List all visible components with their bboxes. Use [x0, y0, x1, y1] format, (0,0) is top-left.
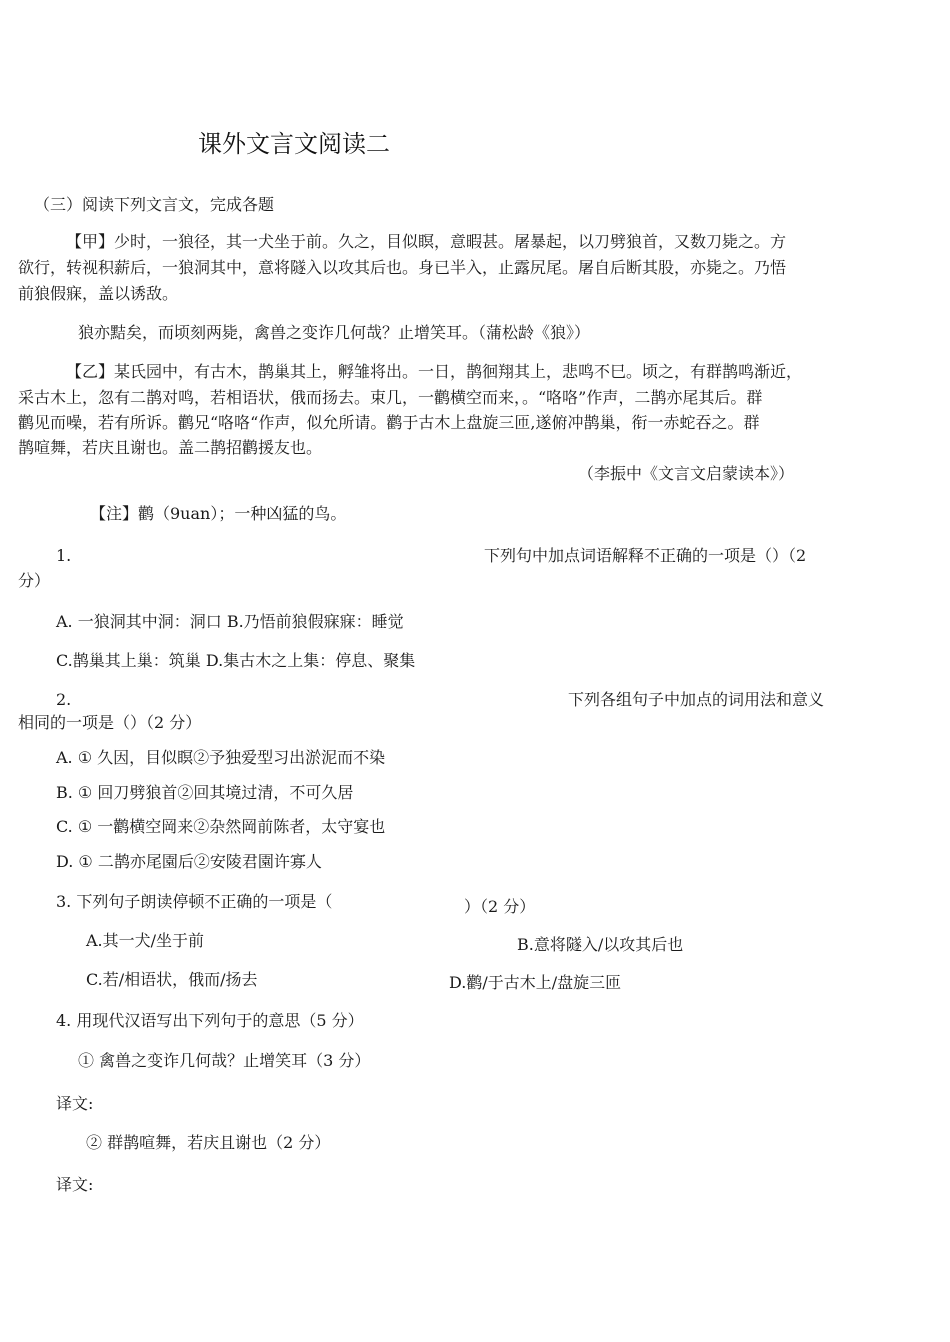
question-3-score: ）（2 分）	[464, 897, 536, 916]
question-3-option-a: A.其一犬/坐于前	[86, 931, 205, 950]
question-1-options: A. 一狼洞其中洞：洞口 B.乃悟前狼假寐寐：睡觉	[56, 612, 404, 631]
passage-a-closing: 狼亦黠矣，而顷刻两毙，禽兽之变诈几何哉？止增笑耳。（蒲松龄《狼》）	[78, 323, 591, 342]
question-1-options: C.鹊巢其上巢：筑巢 D.集古木之上集：停息、聚集	[56, 651, 416, 670]
question-3-stem: 3. 下列句子朗读停顿不正确的一项是（	[56, 892, 333, 911]
question-2-option: A. ① 久因，目似瞑②予独爱型习出淤泥而不染	[56, 748, 386, 767]
question-3-option-b: B.意将隧入/以攻其后也	[517, 935, 684, 954]
question-1-stem: 下列句中加点词语解释不正确的一项是（）（2	[484, 546, 807, 565]
answer-1-label: 译文:	[56, 1094, 94, 1113]
passage-b-source: （李振中《文言文启蒙读本》）	[578, 464, 795, 483]
passage-b-line: 【乙】某氏园中，有古木，鹊巢其上，孵雏将出。一日，鹊徊翔其上，悲鸣不巳。顷之，有群鹊鸣渐近，	[66, 362, 803, 381]
question-3-option-d: D.鹳/于古木上/盘旋三匝	[449, 973, 622, 992]
question-4-stem: 4. 用现代汉语写出下列句于的意思（5 分）	[56, 1011, 364, 1030]
question-3-option-c: C.若/相语状，俄而/扬去	[86, 970, 258, 989]
answer-2-label: 译文:	[56, 1175, 94, 1194]
section-intro: （三）阅读下列文言文，完成各题	[34, 195, 275, 214]
passage-a-line: 欲行，转视积薪后，一狼洞其中，意将隧入以攻其后也。身已半入，止露尻尾。屠自后断其股，亦毙之。乃悟	[18, 258, 787, 277]
question-4-item-1: ① 禽兽之变诈几何哉？止增笑耳（3 分）	[78, 1051, 371, 1070]
question-2-option: D. ① 二鹊亦尾園后②安陵君園许寡人	[56, 852, 322, 871]
passage-b-line: 鹊喧舞，若庆且谢也。盖二鹊招鹳援友也。	[18, 438, 323, 457]
question-1-number: 1.	[56, 546, 72, 565]
question-4-item-2: ② 群鹊喧舞，若庆且谢也（2 分）	[86, 1133, 331, 1152]
question-2-option: B. ① 回刀劈狼首②回其境过清，不可久居	[56, 783, 354, 802]
passage-b-line: 采古木上，忽有二鹊对鸣，若相语状，俄而扬去。束几，一鹳横空而来，。“咯咯”作声，二鹊亦尾其后。群	[18, 388, 763, 407]
annotation-note: 【注】鹳（9uan）；一种凶猛的鸟。	[90, 504, 347, 523]
passage-a-line: 前狼假寐，盖以诱敌。	[18, 284, 179, 303]
passage-b-line: 鹳见而噪，若有所诉。鹳兄“咯咯“作声，似允所请。鹳于古木上盘旋三匝,遂俯冲鹊巢，衔一赤蛇吞之。群	[18, 413, 760, 432]
question-2-number: 2.	[56, 690, 72, 709]
passage-a-line: 【甲】少时，一狼径，其一犬坐于前。久之，目似瞑，意暇甚。屠暴起，以刀劈狼首，又数刀毙之。方	[66, 232, 787, 251]
page-title: 课外文言文阅读二	[198, 130, 390, 158]
question-2-stem-cont: 相同的一项是（）（2 分）	[18, 713, 202, 732]
question-2-stem: 下列各组句子中加点的词用法和意义	[568, 690, 825, 709]
question-1-stem-cont: 分）	[18, 571, 51, 590]
question-2-option: C. ① 一鹳横空岡来②杂然岡前陈者，太守宴也	[56, 817, 386, 836]
